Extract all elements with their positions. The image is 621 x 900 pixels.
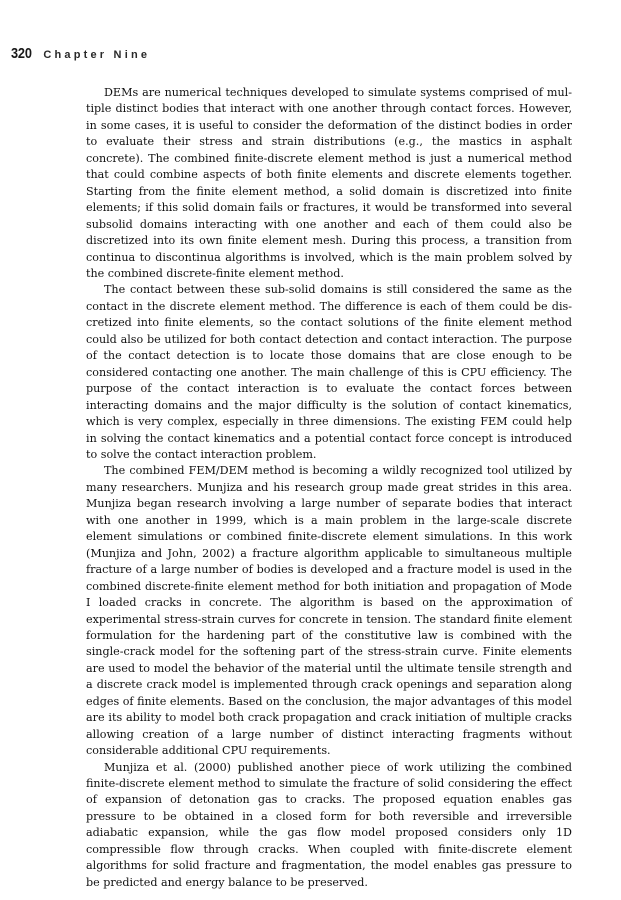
body-text [86, 85, 572, 891]
running-header [11, 44, 150, 64]
paragraph: Munjiza et al. (2000) published another piece of work utilizing the combined finite-discrete element method to simulate the fracture of solid considering the effect of expansion of detonation gas to cracks. The proposed equation enables gas pressure to be obtained in a closed form for both reversible and irreversible adiabatic expansion, while the gas flow model proposed considers only 1D compressible flow through cracks. When coupled with finite-discrete element algorithms for solid fracture and fragmentation, the model enables gas pressure to be predicted and energy balance to be preserved. [86, 760, 572, 889]
chapter-title: Chapter Nine [43, 49, 151, 61]
paragraph: The contact between these sub-solid domains is still considered the same as the contact in the discrete element method. The difference is each of them could be discretized into finite elements, so the contact solutions of the finite element method could also be utilized for both contact detection and contact interaction. The purpose of the contact detection is to locate those domains that are close enough to be considered contacting one another. The main challenge of this is CPU efficiency. The purpose of the contact interaction is to evaluate the contact forces between interacting domains and the major difficulty is the solution of contact kinematics, which is very complex, especially in three dimensions. The existing FEM could help in solving the contact kinematics and a potential contact force concept is introduced to solve the contact interaction problem. [86, 283, 572, 461]
paragraph: The combined FEM/DEM method is becoming a wildly recognized tool utilized by many researchers. Munjiza and his research group made great strides in this area. Munjiza began research involving a large number of separate bodies that interact with one another in 1999, which is a main problem in the large-scale discrete element simulations or combined finite-discrete element simulations. In this work (Munjiza and John, 2002) a fracture algorithm applicable to simultaneous multiple fracture of a large number of bodies is developed and a fracture model is used in the combined discrete-finite element method for both initiation and propagation of Mode I loaded cracks in concrete. The algorithm is based on the approximation of experimental stress-strain curves for concrete in tension. The standard finite element formulation for the hardening part of the constitutive law is combined with the single-crack model for the softening part of the stress-strain curve. Finite elements are used to model the behavior of the material until the ultimate tensile strength and a discrete crack model is implemented through crack openings and separation along edges of finite elements. Based on the conclusion, the major advantages of this model are its ability to model both crack propagation and crack initiation of multiple cracks allowing creation of a large number of distinct interacting fragments without considerable additional CPU requirements. [86, 464, 572, 758]
paragraph: DEMs are numerical techniques developed to simulate systems comprised of multiple distinct bodies that interact with one another through contact forces. However, in some cases, it is useful to consider the deformation of the distinct bodies in order to evaluate their stress and strain distributions (e.g., the mastics in asphalt concrete). The combined finite-discrete element method is just a numerical method that could combine aspects of both finite elements and discrete elements together. Starting from the finite element method, a solid domain is discretized into finite elements; if this solid domain fails or fractures, it would be transformed into several subsolid domains interacting with one another and each of them could also be discretized into its own finite element mesh. During this process, a transition from continua to discontinua algorithms is involved, which is the main problem solved by the combined discrete-finite element method. [86, 86, 572, 280]
page-number: 320 [11, 45, 32, 62]
